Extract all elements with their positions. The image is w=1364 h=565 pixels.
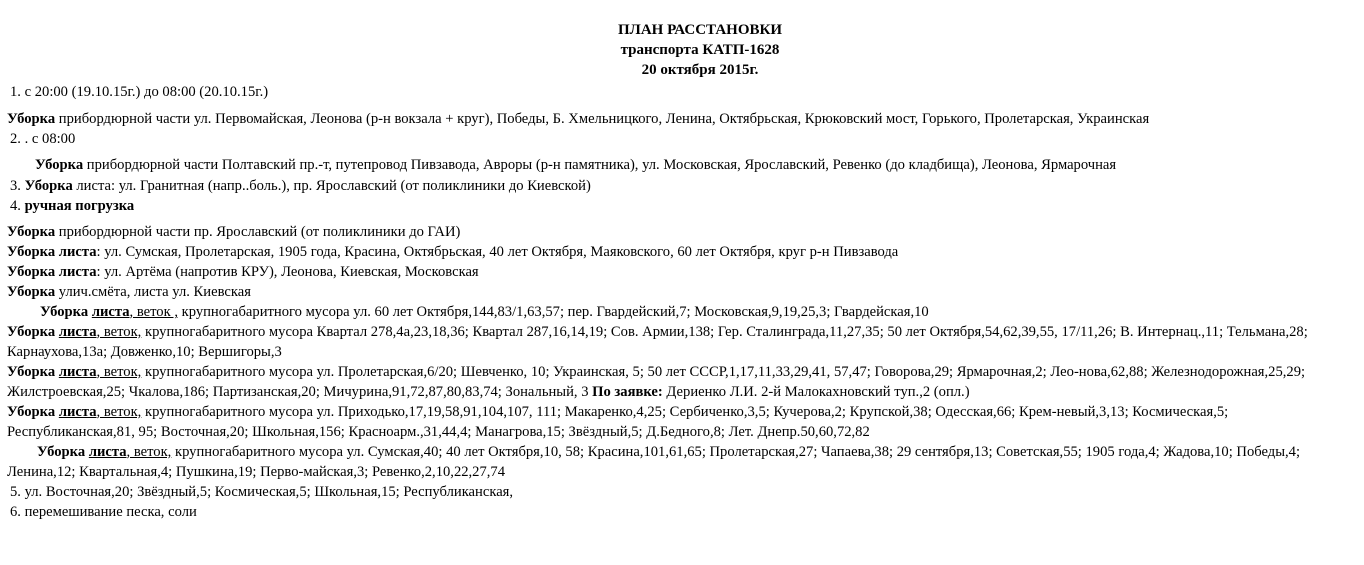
text: крупногабаритного мусора Квартал 278,4а,23,18,36; Квартал 287,16,14,19; Сов. Армии,138; Гер. Сталинграда,11,27,35; 50 лет Октября,54,62,39,55, 17/11,26; В. Интернац.,11; Тельмана,28; Карнаухова,13а; Довженко,10; Вершигоры,3 <box>7 324 1308 360</box>
page-subtitle: транспорта КАТП-1628 <box>620 42 780 58</box>
bold-label: ручная погрузка <box>24 198 135 214</box>
underlined: , веток, <box>96 404 142 420</box>
bold-label: Уборка листа <box>7 244 97 260</box>
text: прибордюрной части Полтавский пр.-т, путепровод Пивзавода, Авроры (р-н памятника), ул. Московская, Ярославский, Ревенко (до кладбища), Леонова, Ярмарочная <box>83 157 1117 173</box>
item-2-time: 2. . с 08:00 <box>10 131 76 147</box>
paragraph <box>7 222 460 242</box>
bold-label: По заявке: <box>592 384 663 400</box>
bold-label: Уборка <box>7 364 59 380</box>
bold-label: Уборка <box>35 157 84 173</box>
item-4 <box>10 196 134 216</box>
bold-label: Уборка <box>24 178 73 194</box>
text: крупногабаритного мусора ул. Приходько,17,19,58,91,104,107, 111; Макаренко,4,25; Сербиченко,3,5; Кучерова,2; Крупской,38; Одесская,66; Крем-невый,3,13; Космическая,5; Республиканская,81, 95; Восточная,20; Школьная,156; Красноарм.,31,44,4; Манагрова,15; Звёздный,5; Д.Бедного,8; Лет. Днепр.50,60,72,82 <box>7 404 1229 440</box>
paragraph <box>7 402 1357 442</box>
item-5: 5. ул. Восточная,20; Звёздный,5; Космическая,5; Школьная,15; Республиканская, <box>10 484 514 500</box>
item-6: 6. перемешивание песка, соли <box>10 504 197 520</box>
paragraph <box>7 362 1357 402</box>
paragraph <box>7 282 251 302</box>
paragraph <box>7 442 1357 482</box>
text: улич.смёта, листа ул. Киевская <box>55 284 251 300</box>
text: крупногабаритного мусора ул. 60 лет Октября,144,83/1,63,57; пер. Гвардейский,7; Московская,9,19,25,3; Гвардейская,10 <box>177 304 929 320</box>
bold-label: Уборка <box>37 444 89 460</box>
paragraph <box>7 322 1357 362</box>
underlined: , веток, <box>126 444 172 460</box>
paragraph <box>7 262 479 282</box>
number: 3. <box>10 178 25 194</box>
item-3 <box>10 176 591 196</box>
bold-underlined: листа <box>88 444 127 460</box>
text: : ул. Артёма (напротив КРУ), Леонова, Киевская, Московская <box>96 264 479 280</box>
paragraph <box>7 109 1149 129</box>
page-date: 20 октября 2015г. <box>641 62 759 78</box>
text: прибордюрной части пр. Ярославский (от поликлиники до ГАИ) <box>55 224 461 240</box>
bold-underlined: листа <box>58 404 97 420</box>
number: 4. <box>10 198 25 214</box>
bold-label: Уборка <box>40 304 92 320</box>
underlined: , веток, <box>96 324 142 340</box>
text: прибордюрной части ул. Первомайская, Леонова (р-н вокзала + круг), Победы, Б. Хмельницкого, Ленина, Октябрьская, Крюковский мост, Горького, Пролетарская, Украинская <box>55 111 1150 127</box>
bold-underlined: листа <box>91 304 130 320</box>
page-title: ПЛАН РАССТАНОВКИ <box>617 22 783 38</box>
text: листа: ул. Гранитная (напр..боль.), пр. Ярославский (от поликлиники до Киевской) <box>72 178 591 194</box>
bold-label: Уборка <box>7 224 56 240</box>
item-1-time: 1. с 20:00 (19.10.15г.) до 08:00 (20.10.15г.) <box>10 84 269 100</box>
bold-label: Уборка <box>7 111 56 127</box>
bold-underlined: листа <box>58 364 97 380</box>
text: крупногабаритного мусора ул. Пролетарская,6/20; Шевченко, 10; Украинская, 5; 50 лет СССР,1,17,11,33,29,41, 57,47; Говорова,29; Ярмарочная,2; Лео-нова,62,88; Железнодорожная,25,29; Жилстроевская,25; Чкалова,186; Партизанская,20; Мичурина,91,72,87,80,83,74; Зональный, 3 <box>7 364 1306 400</box>
bold-underlined: листа <box>58 324 97 340</box>
bold-label: Уборка листа <box>7 264 97 280</box>
text: Дериенко Л.И. 2-й Малокахновский туп.,2 (опл.) <box>662 384 970 400</box>
underlined: , веток, <box>96 364 142 380</box>
text: крупногабаритного мусора ул. Сумская,40; 40 лет Октября,10, 58; Красина,101,61,65; Пролетарская,27; Чапаева,38; 29 сентября,13; Советская,55; 1905 года,4; Жадова,10; Победы,4; Ленина,12; Квартальная,4; Пушкина,19; Перво-майская,3; Ревенко,2,10,22,27,74 <box>7 444 1301 480</box>
text: : ул. Сумская, Пролетарская, 1905 года, Красина, Октябрьская, 40 лет Октября, Маяковского, 60 лет Октября, круг р-н Пивзавода <box>96 244 899 260</box>
bold-label: Уборка <box>7 324 59 340</box>
paragraph <box>7 242 898 262</box>
bold-label: Уборка <box>7 404 59 420</box>
bold-label: Уборка <box>7 284 56 300</box>
paragraph <box>40 302 929 322</box>
underlined: , веток , <box>129 304 178 320</box>
paragraph <box>35 155 1116 175</box>
